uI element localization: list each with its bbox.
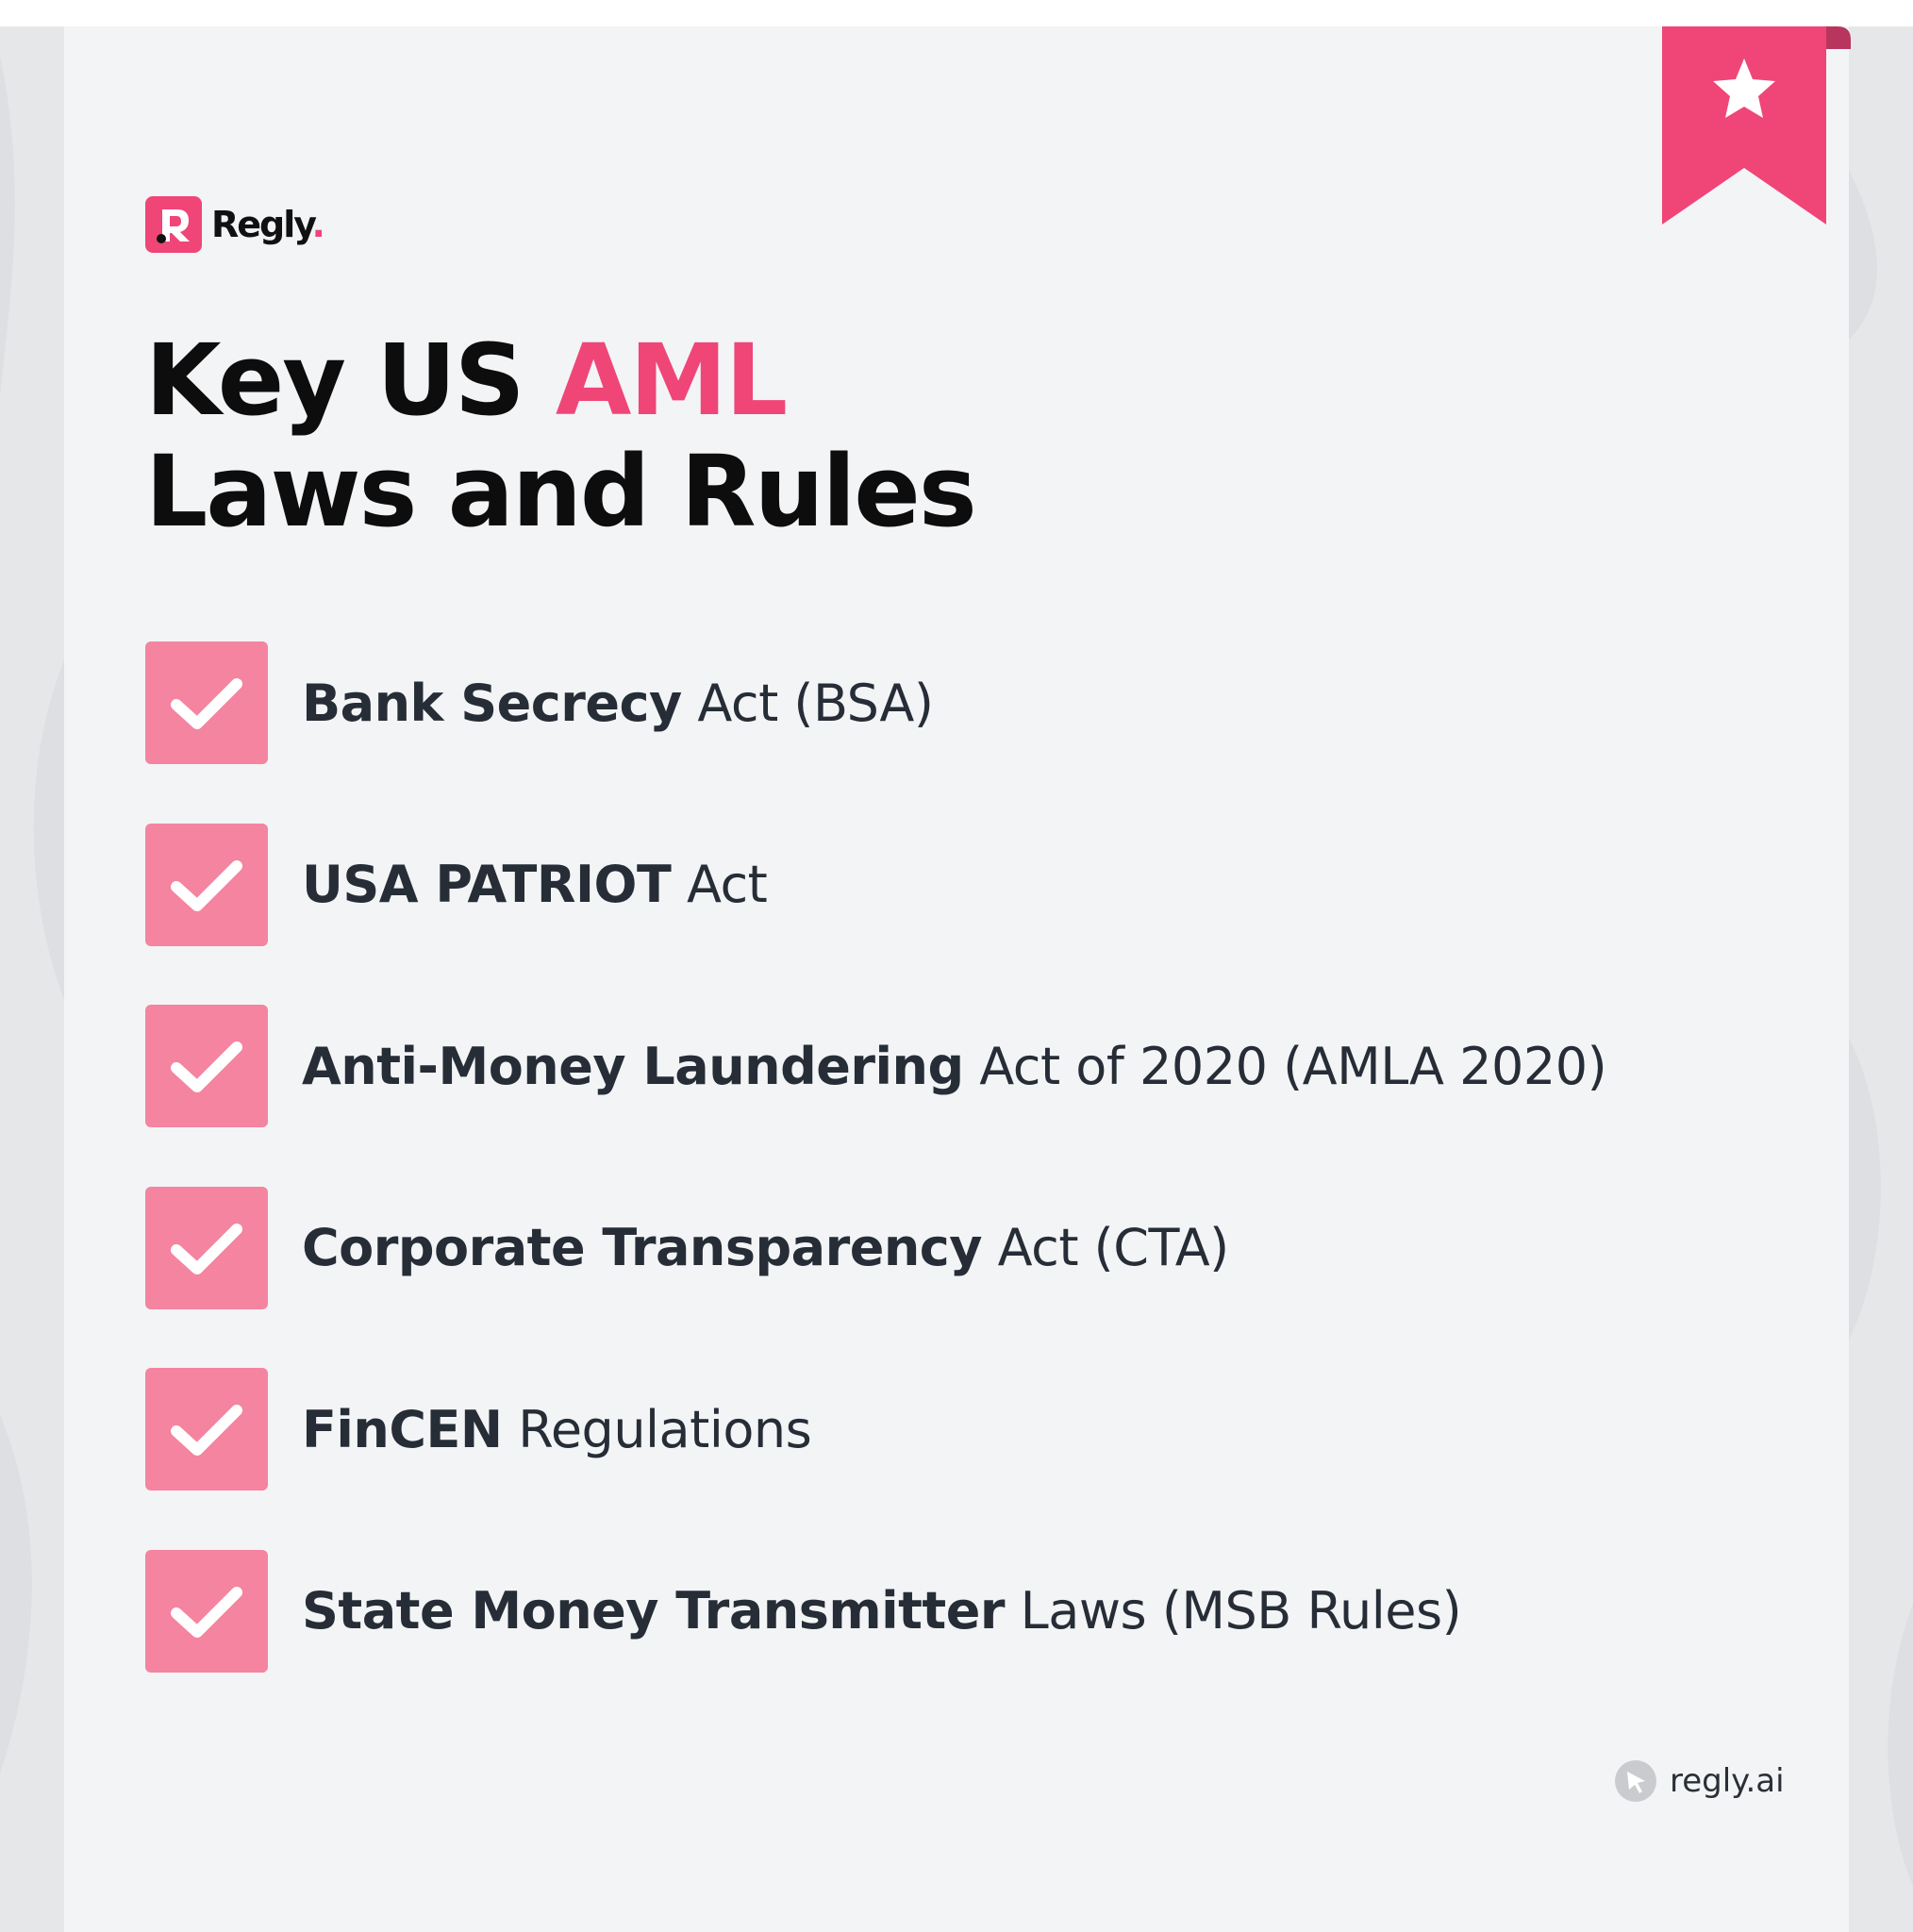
list-item [145, 824, 1805, 946]
checkmark-icon [167, 1026, 246, 1106]
list-item-text: State Money Transmitter Laws (MSB Rules) [302, 1581, 1462, 1641]
list-item-text: Corporate Transparency Act (CTA) [302, 1218, 1229, 1278]
checkmark-icon [167, 663, 246, 742]
list-item-text: FinCEN Regulations [302, 1399, 812, 1459]
checkmark-icon [167, 1572, 246, 1651]
list-item-text: USA PATRIOT Act [302, 855, 768, 915]
checkbox [145, 1005, 268, 1127]
laws-list [145, 641, 1805, 1732]
checkmark-icon [167, 1390, 246, 1469]
regly-r-logo-icon [145, 196, 202, 253]
title-line2: Laws and Rules [145, 434, 975, 549]
checkbox [145, 1368, 268, 1491]
brand-logo [145, 196, 324, 253]
footer-brand [1615, 1758, 1785, 1804]
title-line1-prefix: Key US [145, 323, 556, 438]
checkbox [145, 824, 268, 946]
list-item [145, 1187, 1805, 1309]
checkbox [145, 1187, 268, 1309]
list-item [145, 1368, 1805, 1491]
checkbox [145, 1550, 268, 1673]
checkmark-icon [167, 1208, 246, 1288]
checkmark-icon [167, 845, 246, 924]
page-title [145, 325, 975, 547]
list-item [145, 641, 1805, 764]
list-item [145, 1550, 1805, 1673]
brand-name: Regly. [211, 204, 324, 245]
title-accent: AML [555, 323, 787, 438]
cursor-arrow-icon [1615, 1760, 1656, 1802]
footer-url: regly.ai [1670, 1762, 1785, 1800]
list-item [145, 1005, 1805, 1127]
list-item-text: Bank Secrecy Act (BSA) [302, 673, 934, 733]
list-item-text: Anti-Money Laundering Act of 2020 (AMLA 2020) [302, 1036, 1607, 1096]
bookmark-star-icon [1662, 26, 1851, 225]
checkbox [145, 641, 268, 764]
